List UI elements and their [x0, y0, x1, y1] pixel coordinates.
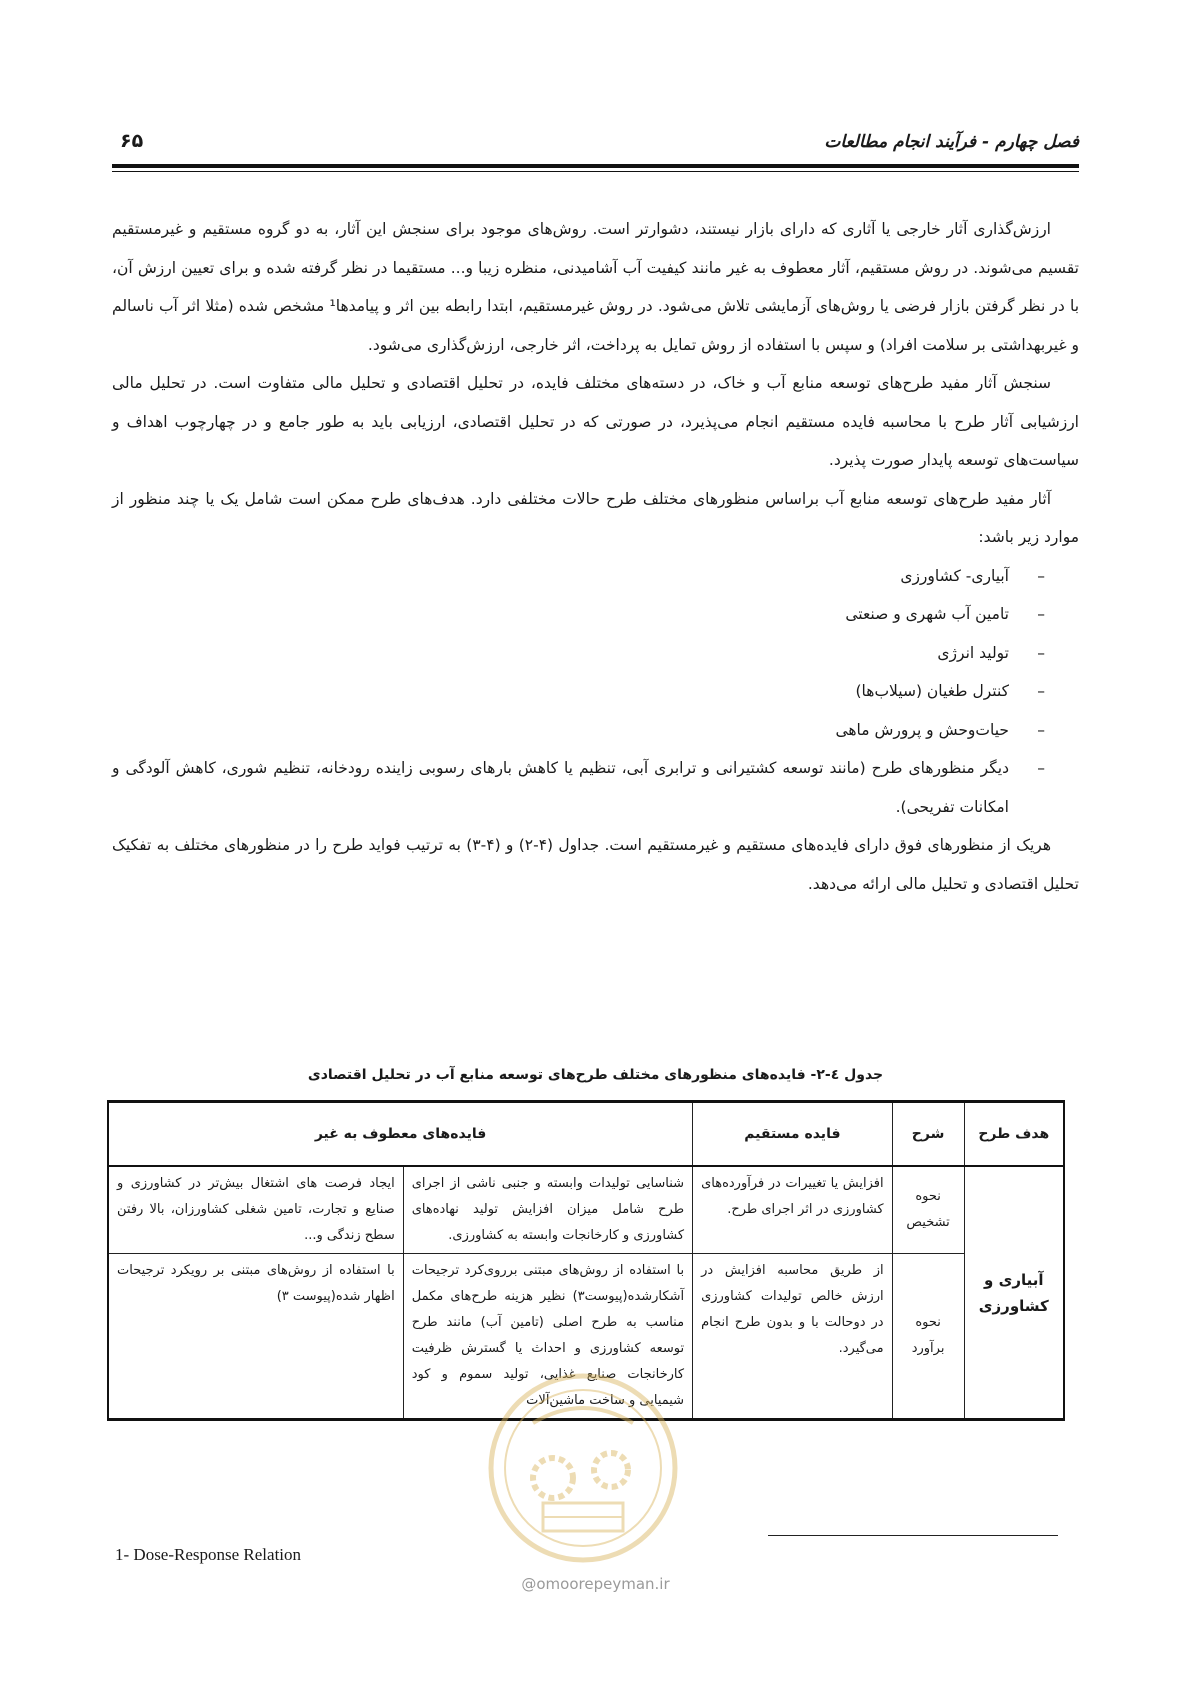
body-text — [112, 210, 1079, 903]
list-item: – کنترل طغیان (سیلاب‌ها) — [855, 682, 1045, 700]
table-row — [108, 1166, 1064, 1254]
external-cell: با استفاده از روش‌های مبتنی بر رویکرد ترجیحات اظهار شده(پیوست ۳) — [108, 1254, 403, 1420]
direct-cell: از طریق محاسبه افزایش در ارزش خالص تولیدات کشاورزی در دوحالت با و بدون طرح انجام می‌گیرد. — [693, 1254, 893, 1420]
external-cell: با استفاده از روش‌های مبتنی برروی‌کرد ترجیحات آشکارشده(پیوست۳) نظیر هزینه طرح‌های مکمل مناسب به طرح اصلی (تامین آب) مانند طرح توسعه کشاورزی و احداث یا گسترش ظرفیت کارخانجات صنایع غذایی، تولید سموم و کود شیمیایی و ساخت ماشین‌آلات — [403, 1254, 692, 1420]
header-rule-thick — [112, 164, 1079, 168]
list-item: – تامین آب شهری و صنعتی — [845, 605, 1045, 623]
header-external: فایده‌های معطوف به غیر — [108, 1102, 693, 1167]
watermark-seal-icon — [483, 1368, 683, 1568]
list-item: – حیات‌وحش و پرورش ماهی — [835, 720, 1045, 739]
list-item: – تولید انرژی — [937, 643, 1045, 662]
watermark-url: @omoorepeyman.ir — [521, 1575, 670, 1593]
table-header-row — [108, 1102, 1064, 1167]
header-direct: فایده مستقیم — [693, 1102, 893, 1167]
footnote: 1- Dose-Response Relation — [115, 1545, 302, 1564]
goal-cell: آبیاری و کشاورزی — [964, 1166, 1064, 1420]
paragraph: آثار مفید طرح‌های توسعه منابع آب براساس منظورهای مختلف طرح حالات مختلفی دارد. هدف‌های طرح ممکن است شامل یک یا چند منظور از موارد زیر باشد: — [112, 489, 1079, 546]
page-number: ۶۵ — [120, 130, 144, 152]
external-cell: شناسایی تولیدات وابسته و جنبی ناشی از اجرای طرح شامل میزان افزایش تولید نهاده‌های کشاورزی و کارخانجات وابسته به کشاورزی. — [403, 1166, 692, 1254]
paragraph: سنجش آثار مفید طرح‌های توسعه منابع آب و خاک، در دسته‌های مختلف فایده، در تحلیل اقتصادی و تحلیل مالی متفاوت است. در تحلیل مالی ارزشیابی آثار طرح با محاسبه فایده مستقیم انجام می‌پذیرد، در صورتی که در تحلیل اقتصادی، ارزیابی باید به طور جامع و در چهارچوب اهداف و سیاست‌های توسعه پایدار صورت پذیرد. — [112, 374, 1079, 469]
description-cell: نحوه برآورد — [892, 1254, 964, 1420]
chapter-title: فصل چهارم - فرآیند انجام مطالعات — [824, 132, 1079, 152]
list-item: – آبیاری- کشاورزی — [900, 566, 1045, 585]
list-item: – دیگر منظورهای طرح (مانند توسعه کشتیرانی و ترابری آبی، تنظیم یا کاهش بارهای رسوبی زاینده رودخانه، تنظیم شوری، کاهش آلودگی و امکانات تفریحی). — [112, 759, 1045, 816]
header-description: شرح — [892, 1102, 964, 1167]
header-rule-thin — [112, 171, 1079, 172]
footnote-rule — [768, 1535, 1058, 1536]
purpose-list — [112, 557, 1079, 827]
header-goal: هدف طرح — [964, 1102, 1064, 1167]
closing-paragraph: هریک از منظورهای فوق دارای فایده‌های مستقیم و غیرمستقیم است. جداول (۴-۲) و (۴-۳) به ترتیب فواید طرح را در منظورهای مختلف به تفکیک تحلیل اقتصادی و تحلیل مالی ارائه می‌دهد. — [112, 836, 1079, 893]
external-cell: ایجاد فرصت های اشتغال بیش‌تر در کشاورزی و صنایع و تجارت، تامین شغلی کشاورزان، بالا رفتن سطح زندگی و... — [108, 1166, 403, 1254]
direct-cell: افزایش یا تغییرات در فرآورده‌های کشاورزی در اثر اجرای طرح. — [693, 1166, 893, 1254]
paragraph: ارزش‌گذاری آثار خارجی یا آثاری که دارای بازار نیستند، دشوارتر است. روش‌های موجود برای سنجش این آثار، به دو گروه مستقیم و غیرمستقیم تقسیم می‌شوند. در روش مستقیم، آثار معطوف به غیر مانند کیفیت آب آشامیدنی، منظره زیبا و... مستقیما در نظر گرفته شده و برای تعیین ارزش آن، با در نظر گرفتن بازار فرضی یا روش‌های آزمایشی تلاش می‌شود. در روش غیرمستقیم، ابتدا رابطه بین اثر و پیامدها¹ مشخص شده (مثلا اثر آب ناسالم و غیربهداشتی بر سلامت افراد) و سپس با استفاده از روش تمایل به پرداخت، اثر خارجی، ارزش‌گذاری می‌شود. — [112, 220, 1080, 354]
table-caption: جدول ٤-۲- فایده‌های منظورهای مختلف طرح‌های توسعه منابع آب در تحلیل اقتصادی — [307, 1067, 884, 1083]
description-cell: نحوه تشخیص — [892, 1166, 964, 1254]
page-header — [112, 124, 1079, 164]
